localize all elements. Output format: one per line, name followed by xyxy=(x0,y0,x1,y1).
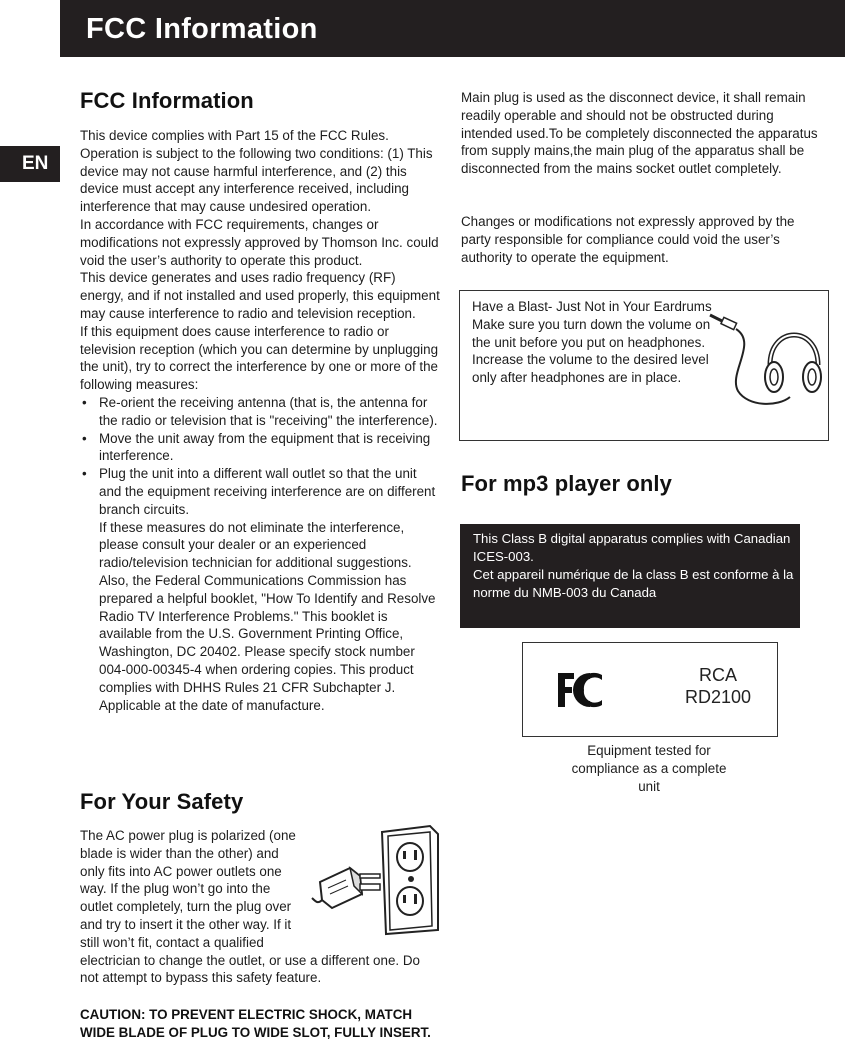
fcc-paragraph: This device complies with Part 15 of the FCC Rules. Operation is subject to the following two conditions: (1) This device may not cause harmful interference, and (2) this device must accept any interference received, including interference that may cause undesired operation. xyxy=(80,128,433,215)
language-tab: EN xyxy=(0,146,60,182)
list-item xyxy=(80,430,440,466)
headphone-warning-text xyxy=(472,298,712,387)
changes-paragraph: Changes or modifications not expressly approved by the party responsible for compliance could void the user’s authority to operate the equipment. xyxy=(461,214,795,265)
fcc-caption: Equipment tested for compliance as a complete unit xyxy=(571,743,727,794)
brand-name: RCA xyxy=(698,665,737,685)
canada-compliance-text xyxy=(473,530,798,602)
bullet-text: Plug the unit into a different wall outlet so that the unit and the equipment receiving interference are on different branch circuits. xyxy=(99,466,436,517)
bullet-text: Re-orient the receiving antenna (that is, the antenna for the radio or television that is "receiving" the interference). xyxy=(99,394,438,428)
warning-body: Make sure you turn down the volume on the unit before you put on headphones. Increase the volume to the desired level only after headphones are in place. xyxy=(472,316,711,386)
headphones-illustration xyxy=(708,303,823,413)
canada-english: This Class B digital apparatus complies with Canadian ICES-003. xyxy=(473,531,791,564)
safety-heading: For Your Safety xyxy=(80,789,244,814)
bullet-marker: • xyxy=(82,394,87,410)
safety-body xyxy=(80,827,440,987)
bullet-text: Move the unit away from the equipment that is receiving interference. xyxy=(99,430,431,464)
model-number: RD2100 xyxy=(684,687,752,707)
fcc-logo xyxy=(556,670,608,710)
page-title: FCC Information xyxy=(86,13,318,45)
list-item xyxy=(80,465,440,518)
fcc-paragraph: In accordance with FCC requirements, changes or modifications not expressly approved by Thomson Inc. could void the user’s authority to operate this product. xyxy=(80,216,439,268)
bullet-marker: • xyxy=(82,466,87,482)
fcc-label-box xyxy=(522,642,778,737)
headphone-warning-box xyxy=(459,290,829,441)
fcc-brand-model xyxy=(668,664,768,708)
mp3-heading: For mp3 player only xyxy=(461,471,672,496)
caution-text: CAUTION: TO PREVENT ELECTRIC SHOCK, MATCH WIDE BLADE OF PLUG TO WIDE SLOT, FULLY INSERT. xyxy=(80,1007,431,1039)
fcc-paragraph: This device generates and uses radio frequency (RF) energy, and if not installed and used properly, this equipment may cause interference to radio and television reception. xyxy=(80,270,440,321)
fcc-paragraph: If this equipment does cause interference to radio or television reception (which you can determine by unplugging the unit), try to correct the interference by one or more of the following measures: xyxy=(80,323,439,393)
list-item xyxy=(80,394,440,430)
warning-title: Have a Blast- Just Not in Your Eardrums xyxy=(472,299,712,314)
fcc-body xyxy=(80,127,440,714)
canada-french: Cet appareil numérique de la class B est conforme à la norme du NMB-003 du Canada xyxy=(473,567,794,600)
fcc-paragraph: If these measures do not eliminate the interference, please consult your dealer or an experienced radio/television technician for additional suggestions. Also, the Federal Communications Commission has prepared a helpful booklet, "How To Identify and Resolve Radio TV Interference Problems." This booklet is available from the U.S. Government Printing Office, Washington, DC 20402. Please specify stock number 004-000-00345-4 when ordering copies. This product complies with DHHS Rules 21 CFR Subchapter J. Applicable at the date of manufacture. xyxy=(99,519,436,713)
safety-text: The AC power plug is polarized (one blade is wider than the other) and only fits into AC power outlets one way. If the plug won’t go into the outlet completely, turn the plug over and try to insert it the other way. If it still won’t fit, contact a qualified electrician to change the outlet, or use a different one. Do not attempt to bypass this safety feature. xyxy=(80,828,420,986)
canada-compliance-box xyxy=(460,524,800,628)
mains-paragraph: Main plug is used as the disconnect device, it shall remain readily operable and should not be obstructed during intended used.To be completely disconnected the apparatus from supply mains,the main plug of the apparatus shall be disconnected from the mains socket outlet completely. xyxy=(461,90,818,177)
illustration-spacer xyxy=(298,827,440,951)
safety-paragraph xyxy=(80,827,440,987)
fcc-heading: FCC Information xyxy=(80,88,254,113)
bullet-marker: • xyxy=(82,430,87,446)
